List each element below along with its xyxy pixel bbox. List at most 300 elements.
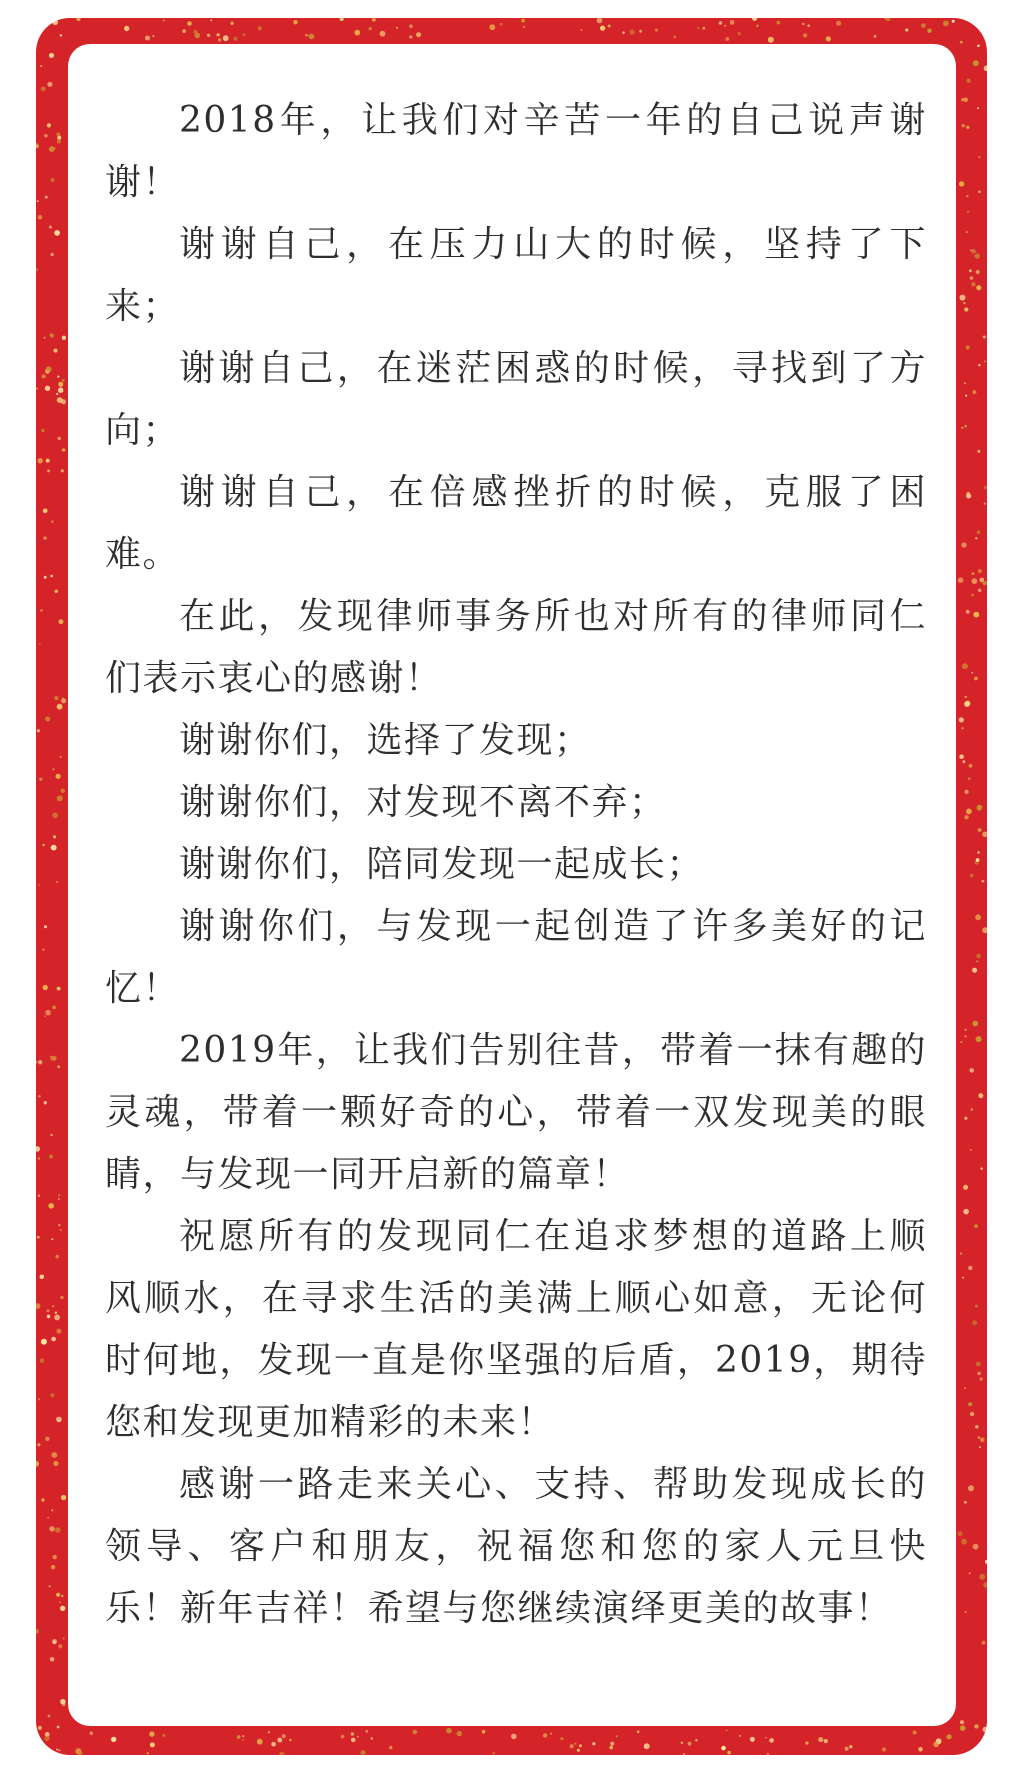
- gold-speckle: [968, 1485, 974, 1491]
- gold-speckle: [50, 575, 53, 578]
- gold-speckle: [579, 1744, 582, 1747]
- gold-speckle: [697, 27, 699, 29]
- gold-speckle: [36, 388, 38, 390]
- gold-speckle: [969, 764, 973, 768]
- gold-speckle: [409, 24, 413, 28]
- gold-speckle: [37, 729, 40, 732]
- gold-speckle: [964, 815, 968, 819]
- gold-speckle: [974, 253, 979, 258]
- gold-speckle: [49, 226, 52, 229]
- gold-speckle: [54, 696, 58, 700]
- gold-speckle: [38, 884, 40, 886]
- gold-speckle: [965, 395, 967, 397]
- gold-speckle: [371, 1737, 373, 1739]
- gold-speckle: [978, 450, 981, 453]
- gold-speckle: [958, 1531, 963, 1536]
- gold-speckle: [824, 1739, 828, 1743]
- gold-speckle: [268, 1731, 270, 1733]
- gold-speckle: [380, 31, 386, 37]
- paragraph-thanks-loyalty: 谢谢你们，对发现不离不弃；: [179, 782, 667, 823]
- gold-speckle: [960, 295, 966, 301]
- gold-speckle: [983, 1727, 988, 1733]
- paragraph-thanks-pressure: 谢谢自己，在压力山大的时候，坚持了下来；: [105, 224, 927, 327]
- gold-speckle: [976, 1362, 981, 1367]
- gold-speckle: [683, 1753, 685, 1755]
- gold-speckle: [976, 954, 981, 959]
- gold-speckle: [971, 249, 976, 254]
- gold-speckle: [965, 1611, 967, 1613]
- gold-speckle: [978, 191, 981, 194]
- gold-speckle: [47, 82, 52, 87]
- gold-speckle: [46, 366, 52, 372]
- gold-speckle: [970, 874, 973, 877]
- gold-speckle: [970, 276, 974, 280]
- gold-speckle: [967, 210, 970, 213]
- gold-speckle: [943, 21, 949, 27]
- letter-card: [68, 44, 956, 1726]
- gold-speckle: [882, 1747, 886, 1751]
- gold-speckle: [971, 672, 973, 674]
- gold-speckle: [719, 21, 722, 24]
- gold-speckle: [149, 1731, 154, 1736]
- gold-speckle: [655, 29, 658, 32]
- gold-speckle: [58, 387, 64, 393]
- gold-speckle: [145, 36, 150, 41]
- gold-speckle: [49, 1155, 53, 1159]
- gold-speckle: [921, 23, 926, 28]
- gold-speckle: [49, 1526, 54, 1531]
- gold-speckle: [51, 1509, 53, 1511]
- gold-speckle: [60, 756, 62, 758]
- gold-speckle: [58, 1194, 60, 1196]
- gold-speckle: [977, 107, 979, 109]
- gold-speckle: [55, 1527, 60, 1532]
- gold-speckle: [44, 134, 47, 137]
- gold-speckle: [44, 576, 47, 579]
- gold-speckle: [51, 1337, 56, 1342]
- gold-speckle: [147, 1752, 149, 1754]
- gold-speckle: [695, 1739, 697, 1741]
- gold-speckle: [289, 1739, 291, 1741]
- gold-speckle: [361, 1750, 366, 1755]
- gold-speckle: [965, 790, 969, 794]
- gold-speckle: [681, 1742, 684, 1745]
- gold-speckle: [46, 459, 50, 463]
- gold-speckle: [725, 37, 729, 41]
- gold-speckle: [44, 1101, 47, 1104]
- gold-speckle: [608, 25, 611, 28]
- gold-speckle: [965, 1035, 967, 1037]
- gold-speckle: [984, 66, 987, 72]
- gold-speckle: [50, 1657, 55, 1662]
- gold-speckle: [974, 1724, 978, 1728]
- gold-speckle: [674, 36, 677, 39]
- gold-speckle: [354, 30, 360, 36]
- gold-speckle: [969, 269, 972, 272]
- gold-speckle: [550, 1733, 552, 1735]
- gold-speckle: [575, 1743, 577, 1745]
- gold-speckle: [964, 1117, 967, 1120]
- gold-speckle: [738, 32, 741, 35]
- gold-speckle: [981, 1168, 983, 1170]
- gold-speckle: [242, 1735, 244, 1737]
- gold-speckle: [973, 1544, 979, 1550]
- gold-speckle: [58, 1749, 60, 1751]
- gold-speckle: [961, 1539, 967, 1545]
- gold-speckle: [977, 531, 980, 534]
- gold-speckle: [964, 1501, 967, 1504]
- gold-speckle: [51, 1238, 53, 1240]
- gold-speckle: [44, 337, 46, 339]
- gold-speckle: [61, 1595, 63, 1597]
- gold-speckle: [610, 1742, 614, 1746]
- gold-speckle: [56, 1329, 61, 1334]
- gold-speckle: [38, 1398, 40, 1400]
- gold-speckle: [622, 32, 624, 34]
- gold-speckle: [36, 268, 38, 271]
- gold-speckle: [52, 812, 58, 818]
- gold-speckle: [57, 1065, 60, 1068]
- gold-speckle: [45, 196, 48, 199]
- gold-speckle: [58, 382, 63, 387]
- gold-speckle: [217, 33, 220, 36]
- gold-speckle: [57, 376, 59, 378]
- gold-speckle: [982, 880, 985, 883]
- gold-speckle: [38, 458, 43, 463]
- gold-speckle: [237, 1735, 241, 1739]
- gold-speckle: [959, 717, 964, 722]
- gold-speckle: [47, 1517, 49, 1519]
- gold-speckle: [489, 24, 495, 30]
- gold-speckle: [44, 1736, 49, 1741]
- gold-speckle: [947, 1734, 952, 1739]
- gold-speckle: [972, 578, 978, 584]
- gold-speckle: [48, 1715, 51, 1718]
- gold-speckle: [983, 1734, 987, 1739]
- gold-speckle: [963, 1185, 968, 1190]
- gold-speckle: [765, 1737, 767, 1739]
- gold-speckle: [885, 18, 890, 21]
- gold-speckle: [973, 60, 979, 66]
- gold-speckle: [980, 1437, 985, 1442]
- gold-speckle: [60, 1296, 63, 1299]
- gold-speckle: [60, 1229, 62, 1231]
- gold-speckle: [983, 1582, 987, 1587]
- gold-speckle: [577, 1749, 580, 1752]
- gold-speckle: [966, 126, 969, 129]
- gold-speckle: [49, 146, 55, 152]
- gold-speckle: [416, 32, 421, 37]
- gold-speckle: [124, 26, 129, 31]
- gold-speckle: [53, 835, 56, 838]
- gold-speckle: [57, 397, 63, 403]
- gold-speckle: [807, 24, 810, 27]
- gold-speckle: [37, 1443, 40, 1446]
- gold-speckle: [984, 503, 986, 505]
- gold-speckle: [927, 29, 931, 33]
- gold-speckle: [523, 26, 525, 28]
- gold-speckle: [639, 30, 642, 33]
- gold-speckle: [973, 1021, 979, 1027]
- gold-speckle: [47, 1309, 50, 1312]
- gold-speckle: [978, 589, 982, 593]
- gold-speckle: [38, 1726, 42, 1730]
- gold-speckle: [978, 569, 982, 573]
- gold-speckle: [61, 1495, 66, 1500]
- gold-speckle: [61, 698, 66, 703]
- gold-speckle: [58, 437, 61, 440]
- gold-speckle: [59, 1601, 61, 1603]
- gold-speckle: [54, 230, 60, 236]
- gold-speckle: [62, 336, 66, 340]
- gold-speckle: [952, 20, 955, 23]
- gold-speckle: [257, 1739, 263, 1745]
- gold-speckle: [187, 21, 192, 26]
- gold-speckle: [36, 1732, 38, 1735]
- gold-speckle: [966, 809, 972, 815]
- gold-speckle: [974, 677, 978, 681]
- gold-speckle: [218, 38, 221, 41]
- gold-speckle: [51, 178, 55, 182]
- gold-speckle: [39, 644, 41, 646]
- gold-speckle: [630, 30, 635, 35]
- gold-speckle: [243, 33, 246, 36]
- gold-speckle: [979, 1446, 981, 1448]
- gold-speckle: [258, 26, 262, 30]
- gold-speckle: [56, 393, 58, 395]
- gold-speckle: [45, 1010, 51, 1016]
- gold-speckle: [47, 470, 50, 473]
- gold-speckle: [162, 1734, 165, 1737]
- gold-speckle: [969, 1068, 974, 1073]
- gold-speckle: [37, 1236, 40, 1239]
- gold-speckle: [975, 537, 977, 539]
- gold-speckle: [76, 18, 80, 21]
- gold-speckle: [42, 844, 44, 846]
- gold-speckle: [492, 1752, 495, 1755]
- gold-speckle: [38, 215, 43, 220]
- gold-speckle: [43, 985, 48, 990]
- gold-speckle: [802, 23, 804, 25]
- gold-speckle: [36, 1303, 41, 1309]
- gold-speckle: [960, 41, 963, 44]
- gold-speckle: [972, 1320, 977, 1325]
- gold-speckle: [152, 35, 154, 37]
- gold-speckle: [970, 1149, 972, 1151]
- gold-speckle: [973, 612, 979, 618]
- gold-speckle: [976, 270, 980, 274]
- gold-speckle: [234, 37, 238, 41]
- paragraph-closing-greetings: 感谢一路走来关心、支持、帮助发现成长的领导、客户和朋友，祝福您和您的家人元旦快乐！新年吉祥！希望与您继续演绎更美的故事！: [105, 1464, 927, 1629]
- gold-speckle: [971, 282, 975, 286]
- gold-speckle: [42, 949, 44, 951]
- gold-speckle: [976, 960, 978, 962]
- gold-speckle: [58, 1198, 60, 1200]
- gold-speckle: [616, 1735, 618, 1737]
- gold-speckle: [52, 20, 58, 26]
- gold-speckle: [195, 33, 201, 39]
- gold-speckle: [56, 1749, 58, 1751]
- gold-speckle: [36, 1461, 39, 1467]
- gold-speckle: [37, 200, 39, 202]
- gold-speckle: [40, 1359, 44, 1363]
- gold-speckle: [52, 1305, 54, 1307]
- paragraph-thanks-setback: 谢谢自己，在倍感挫折的时候，克服了困难。: [105, 472, 927, 575]
- gold-speckle: [500, 23, 503, 26]
- gold-speckle: [230, 22, 233, 25]
- gold-speckle: [972, 20, 977, 25]
- gold-speckle: [271, 1742, 276, 1747]
- gold-speckle: [351, 1738, 356, 1743]
- gold-speckle: [61, 469, 64, 472]
- gold-speckle: [974, 1224, 978, 1228]
- gold-speckle: [972, 572, 975, 575]
- gold-speckle: [53, 1461, 58, 1466]
- gold-speckle: [150, 1742, 155, 1747]
- gold-speckle: [803, 33, 807, 37]
- gold-speckle: [756, 24, 759, 27]
- gold-speckle: [56, 881, 58, 883]
- gold-speckle: [42, 374, 46, 378]
- gold-speckle: [961, 427, 963, 429]
- gold-speckle: [978, 828, 982, 832]
- gold-speckle: [964, 1387, 966, 1389]
- gold-speckle: [341, 1735, 345, 1739]
- gold-speckle: [41, 1498, 44, 1501]
- gold-speckle: [905, 28, 908, 31]
- gold-speckle: [40, 609, 43, 612]
- paragraph-thanks-direction: 谢谢自己，在迷茫困惑的时候，寻找到了方向；: [105, 348, 927, 451]
- gold-speckle: [36, 1629, 39, 1634]
- gold-speckle: [55, 1312, 57, 1314]
- gold-speckle: [305, 34, 308, 37]
- gold-speckle: [960, 1720, 964, 1724]
- gold-speckle: [293, 20, 297, 24]
- gold-speckle: [721, 1746, 726, 1751]
- gold-speckle: [60, 34, 62, 36]
- gold-speckle: [40, 1275, 45, 1280]
- gold-speckle: [41, 86, 46, 91]
- gold-speckle: [752, 18, 757, 21]
- gold-speckle: [959, 181, 964, 186]
- gold-speckle: [609, 1746, 613, 1750]
- gold-speckle: [457, 1731, 462, 1736]
- gold-speckle: [57, 987, 61, 991]
- gold-speckle: [965, 696, 967, 698]
- gold-speckle: [836, 21, 841, 26]
- gold-speckle: [597, 18, 603, 23]
- gold-speckle: [38, 1195, 40, 1197]
- paragraph-thanks-growth: 谢谢你们，陪同发现一起成长；: [179, 844, 705, 885]
- gold-speckle: [36, 1742, 38, 1744]
- gold-speckle: [978, 1093, 983, 1098]
- gold-speckle: [56, 774, 61, 779]
- gold-speckle: [975, 1425, 979, 1429]
- gold-speckle: [977, 805, 983, 811]
- gold-speckle: [55, 1255, 59, 1259]
- gold-speckle: [982, 832, 987, 838]
- gold-speckle: [366, 1730, 369, 1733]
- gold-speckle: [49, 53, 54, 58]
- gold-speckle: [600, 26, 605, 31]
- gold-speckle: [637, 1730, 640, 1733]
- gold-speckle: [982, 927, 987, 933]
- gold-speckle: [50, 1057, 54, 1061]
- gold-speckle: [961, 542, 966, 547]
- gold-speckle: [45, 717, 50, 722]
- gold-speckle: [207, 34, 210, 37]
- gold-speckle: [396, 27, 398, 29]
- gold-speckle: [543, 1733, 547, 1737]
- gold-speckle: [959, 754, 964, 759]
- gold-speckle: [688, 1742, 692, 1746]
- gold-speckle: [52, 1639, 57, 1644]
- gold-speckle: [45, 386, 50, 391]
- gold-speckle: [57, 704, 63, 710]
- gold-speckle: [36, 1146, 40, 1151]
- gold-speckle: [54, 349, 58, 353]
- gold-speckle: [51, 520, 54, 523]
- gold-speckle: [976, 858, 980, 862]
- gold-speckle: [51, 1565, 55, 1569]
- paragraph-thanks-self-2018: 2018年，让我们对辛苦一年的自己说声谢谢！: [105, 100, 927, 203]
- gold-speckle: [975, 1305, 978, 1308]
- gold-speckle: [964, 307, 968, 311]
- gold-speckle: [964, 701, 970, 707]
- gold-speckle: [57, 140, 61, 144]
- gold-speckle: [38, 1095, 40, 1097]
- gold-speckle: [62, 379, 65, 382]
- letter-body: [105, 90, 927, 1640]
- gold-speckle: [962, 760, 965, 763]
- gold-speckle: [971, 594, 974, 597]
- gold-speckle: [58, 1224, 60, 1226]
- gold-speckle: [730, 20, 735, 25]
- gold-speckle: [39, 778, 42, 781]
- gold-speckle: [818, 1737, 823, 1742]
- gold-speckle: [111, 1737, 116, 1742]
- gold-speckle: [975, 914, 981, 920]
- gold-speckle: [913, 1730, 917, 1734]
- gold-speckle: [978, 364, 980, 366]
- gold-speckle: [50, 1134, 52, 1136]
- gold-speckle: [43, 536, 46, 539]
- gold-speckle: [966, 610, 970, 614]
- gold-speckle: [963, 1209, 969, 1215]
- gold-speckle: [724, 25, 726, 27]
- gold-speckle: [60, 1606, 65, 1611]
- gold-speckle: [702, 27, 705, 30]
- gold-speckle: [63, 1637, 65, 1639]
- gold-speckle: [769, 1738, 774, 1743]
- gold-speckle: [47, 123, 51, 127]
- gold-speckle: [984, 360, 986, 362]
- gold-speckle: [960, 1252, 962, 1254]
- paragraph-thanks-memories: 谢谢你们，与发现一起创造了许多美好的记忆！: [105, 906, 927, 1009]
- gold-speckle: [979, 1377, 982, 1380]
- gold-speckle: [918, 1747, 923, 1752]
- gold-speckle: [52, 1006, 56, 1010]
- gold-speckle: [340, 18, 344, 21]
- gold-speckle: [50, 333, 54, 337]
- gold-speckle: [978, 1436, 980, 1438]
- gold-speckle: [968, 777, 971, 780]
- gold-speckle: [960, 1041, 962, 1043]
- red-festive-frame: [36, 18, 987, 1755]
- gold-speckle: [958, 577, 964, 583]
- gold-speckle: [62, 1703, 66, 1707]
- gold-speckle: [58, 1644, 62, 1648]
